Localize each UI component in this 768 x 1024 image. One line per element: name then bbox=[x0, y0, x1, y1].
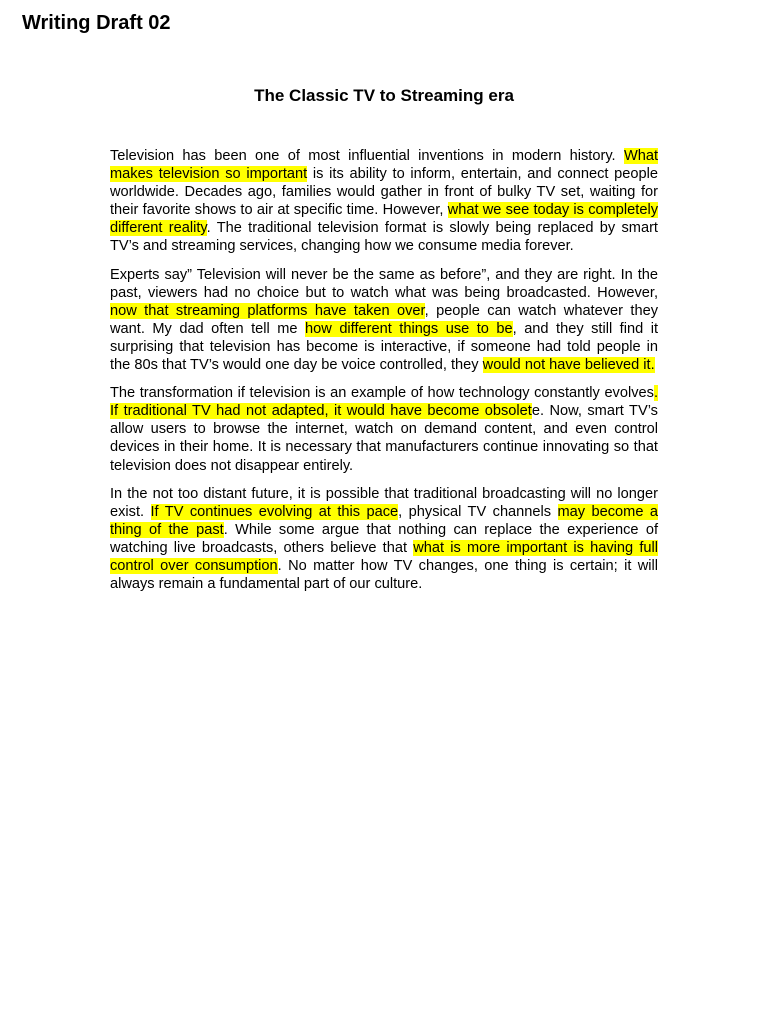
text-run: Experts say” Television will never be the same as before”, and they are right. In the past, viewers had no choice but to watch what was being broadcasted. However, bbox=[110, 266, 658, 301]
text-run: . The traditional television format is slowly being replaced by smart TV’s and streaming services, changing how we consume media forever. bbox=[110, 220, 658, 255]
highlighted-text: how different things use to be bbox=[305, 320, 513, 337]
highlighted-text: what we see today is completely different reality bbox=[110, 202, 658, 237]
text-run: The transformation if television is an example of how technology constantly evolves bbox=[110, 385, 654, 402]
highlighted-text: What makes television so important bbox=[110, 148, 658, 183]
text-run: , physical TV channels bbox=[398, 503, 558, 520]
text-run: . While some argue that nothing can replace the experience of watching live broadcasts, others believe that bbox=[110, 521, 658, 556]
text-run: is its ability to inform, entertain, and connect people worldwide. Decades ago, families would gather in front of bulky TV set, waiting for their favorite shows to air at specific time. However, bbox=[110, 166, 659, 219]
highlighted-text: would not have believed it. bbox=[482, 357, 655, 374]
paragraph-2 bbox=[110, 266, 658, 375]
paragraph-4 bbox=[110, 485, 658, 594]
paragraph-1 bbox=[110, 147, 658, 256]
text-run: , and they still find it surprising that television has become is interactive, if someone had told people in the 80s that TV’s would one day be voice controlled, they bbox=[110, 320, 659, 374]
document-title: The Classic TV to Streaming era bbox=[254, 86, 514, 105]
text-run: Television has been one of most influential inventions in modern history. bbox=[110, 148, 624, 164]
text-run: e. Now, smart TV’s allow users to browse the internet, watch on demand content, and even control devices in their home. It is necessary that manufacturers continue innovating so that television does not disappear entirely. bbox=[110, 403, 658, 474]
highlighted-text: If TV continues evolving at this pace bbox=[150, 503, 399, 520]
highlighted-text: what is more important is having full control over consumption bbox=[110, 539, 658, 574]
text-run: , people can watch whatever they want. My dad often tell me bbox=[110, 302, 658, 337]
document-body bbox=[110, 147, 658, 603]
page-header-title: Writing Draft 02 bbox=[22, 12, 171, 34]
text-run: In the not too distant future, it is possible that traditional broadcasting will no longer exist. bbox=[110, 485, 658, 520]
paragraph-3 bbox=[110, 384, 658, 474]
highlighted-text: now that streaming platforms have taken over bbox=[110, 302, 425, 319]
text-run: . No matter how TV changes, one thing is certain; it will always remain a fundamental part of our culture. bbox=[110, 557, 658, 593]
highlighted-text: may become a thing of the past bbox=[110, 503, 658, 538]
highlighted-text: . If traditional TV had not adapted, it would have become obsolet bbox=[110, 385, 658, 420]
